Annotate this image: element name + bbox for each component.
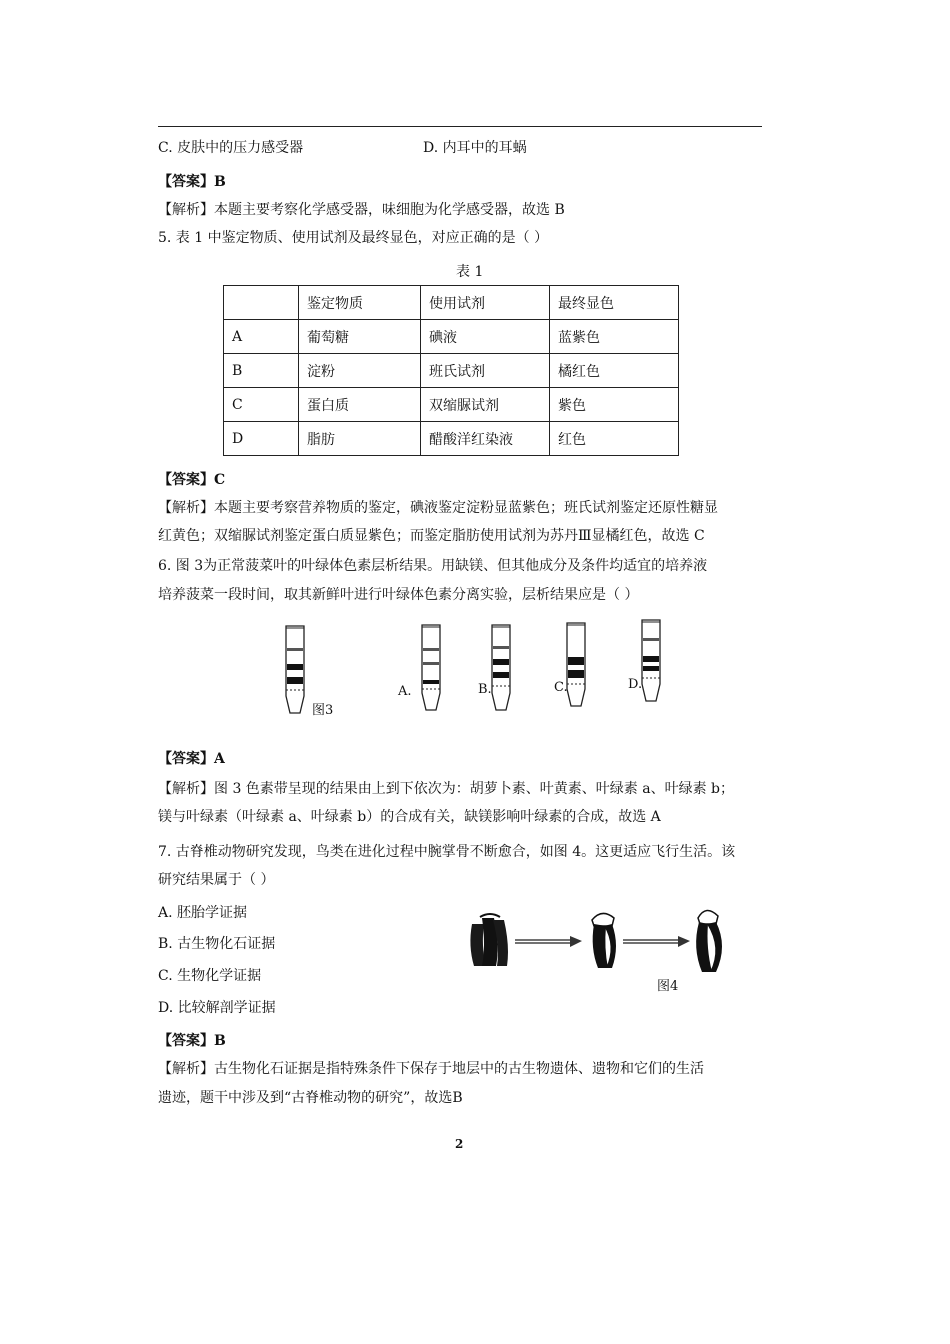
q7-analysis-line2: 遗迹，题干中涉及到“古脊椎动物的研究”，故选B bbox=[158, 1090, 463, 1106]
fig4-caption: 图4 bbox=[657, 979, 679, 994]
q6-stem-line1: 6. 图 3为正常菠菜叶的叶绿体色素层析结果。用缺镁、但其他成分及条件均适宜的培养液 bbox=[158, 558, 708, 574]
q7-answer: 【答案】B bbox=[158, 1033, 226, 1049]
table-cell: 紫色 bbox=[550, 388, 679, 422]
option-a-tube bbox=[422, 625, 440, 710]
table-cell: 醋酸洋红染液 bbox=[421, 422, 550, 456]
page-number: 2 bbox=[455, 1137, 464, 1151]
q5-stem: 5. 表 1 中鉴定物质、使用试剂及最终显色，对应正确的是（ ） bbox=[158, 230, 549, 246]
table-cell: 双缩脲试剂 bbox=[421, 388, 550, 422]
option-d-label: D. bbox=[628, 677, 643, 692]
q5-analysis-line2: 红黄色；双缩脲试剂鉴定蛋白质显紫色；而鉴定脂肪使用试剂为苏丹Ⅲ显橘红色，故选 C bbox=[158, 528, 705, 544]
q4-analysis: 【解析】本题主要考察化学感受器，味细胞为化学感受器，故选 B bbox=[158, 202, 565, 218]
option-b-tube bbox=[492, 625, 510, 710]
q6-analysis-line1: 【解析】图 3 色素带呈现的结果由上到下依次为：胡萝卜素、叶黄素、叶绿素 a、叶绿素 b； bbox=[158, 781, 735, 797]
option-b-label: B. bbox=[478, 682, 492, 697]
table-cell: 红色 bbox=[550, 422, 679, 456]
table-cell: 班氏试剂 bbox=[421, 354, 550, 388]
table-cell: 碘液 bbox=[421, 320, 550, 354]
option-a-label: A. bbox=[398, 684, 412, 699]
q4-option-d: D. 内耳中的耳蜗 bbox=[423, 140, 527, 156]
q7-stem-line1: 7. 古脊椎动物研究发现，鸟类在进化过程中腕掌骨不断愈合，如图 4。这更适应飞行生活。该 bbox=[158, 844, 736, 860]
table-cell: 葡萄糖 bbox=[299, 320, 421, 354]
q5-analysis-line1: 【解析】本题主要考察营养物质的鉴定，碘液鉴定淀粉显蓝紫色；班氏试剂鉴定还原性糖显 bbox=[158, 500, 718, 516]
table-cell: C bbox=[224, 388, 299, 422]
table-cell: D bbox=[224, 422, 299, 456]
q5-answer: 【答案】C bbox=[158, 472, 226, 488]
table-cell: 淀粉 bbox=[299, 354, 421, 388]
table-header-cell: 鉴定物质 bbox=[299, 286, 421, 320]
fig3-tube bbox=[286, 626, 304, 713]
table-caption: 表 1 bbox=[456, 264, 484, 280]
table-cell: 蛋白质 bbox=[299, 388, 421, 422]
q4-option-c: C. 皮肤中的压力感受器 bbox=[158, 140, 304, 156]
q6-stem-line2: 培养菠菜一段时间，取其新鲜叶进行叶绿体色素分离实验，层析结果应是（ ） bbox=[158, 587, 639, 603]
option-d-tube bbox=[642, 620, 660, 701]
table-cell: 蓝紫色 bbox=[550, 320, 679, 354]
fig4-bones-stage2 bbox=[592, 913, 616, 968]
table-cell: 脂肪 bbox=[299, 422, 421, 456]
table-cell: A bbox=[224, 320, 299, 354]
q7-stem-line2: 研究结果属于（ ） bbox=[158, 872, 275, 888]
q4-answer: 【答案】B bbox=[158, 174, 226, 190]
arrow-2 bbox=[623, 936, 690, 947]
option-c-tube bbox=[567, 623, 585, 706]
table-cell: B bbox=[224, 354, 299, 388]
q7-option-a: A. 胚胎学证据 bbox=[158, 905, 248, 921]
fig4-bones-stage1 bbox=[470, 914, 508, 966]
q7-option-d: D. 比较解剖学证据 bbox=[158, 1000, 276, 1016]
q7-option-c: C. 生物化学证据 bbox=[158, 968, 262, 984]
q6-answer: 【答案】A bbox=[158, 751, 225, 767]
q7-option-b: B. 古生物化石证据 bbox=[158, 936, 276, 952]
arrow-1 bbox=[515, 936, 582, 947]
q7-analysis-line1: 【解析】古生物化石证据是指特殊条件下保存于地层中的古生物遗体、遗物和它们的生活 bbox=[158, 1061, 704, 1077]
option-c-label: C. bbox=[554, 680, 568, 695]
q6-analysis-line2: 镁与叶绿素（叶绿素 a、叶绿素 b）的合成有关，缺镁影响叶绿素的合成，故选 A bbox=[158, 809, 661, 825]
table-cell: 橘红色 bbox=[550, 354, 679, 388]
table-header-cell: 使用试剂 bbox=[421, 286, 550, 320]
fig4-bones-stage3 bbox=[696, 910, 722, 972]
fig3-caption: 图3 bbox=[312, 703, 334, 718]
table-header-cell: 最终显色 bbox=[550, 286, 679, 320]
